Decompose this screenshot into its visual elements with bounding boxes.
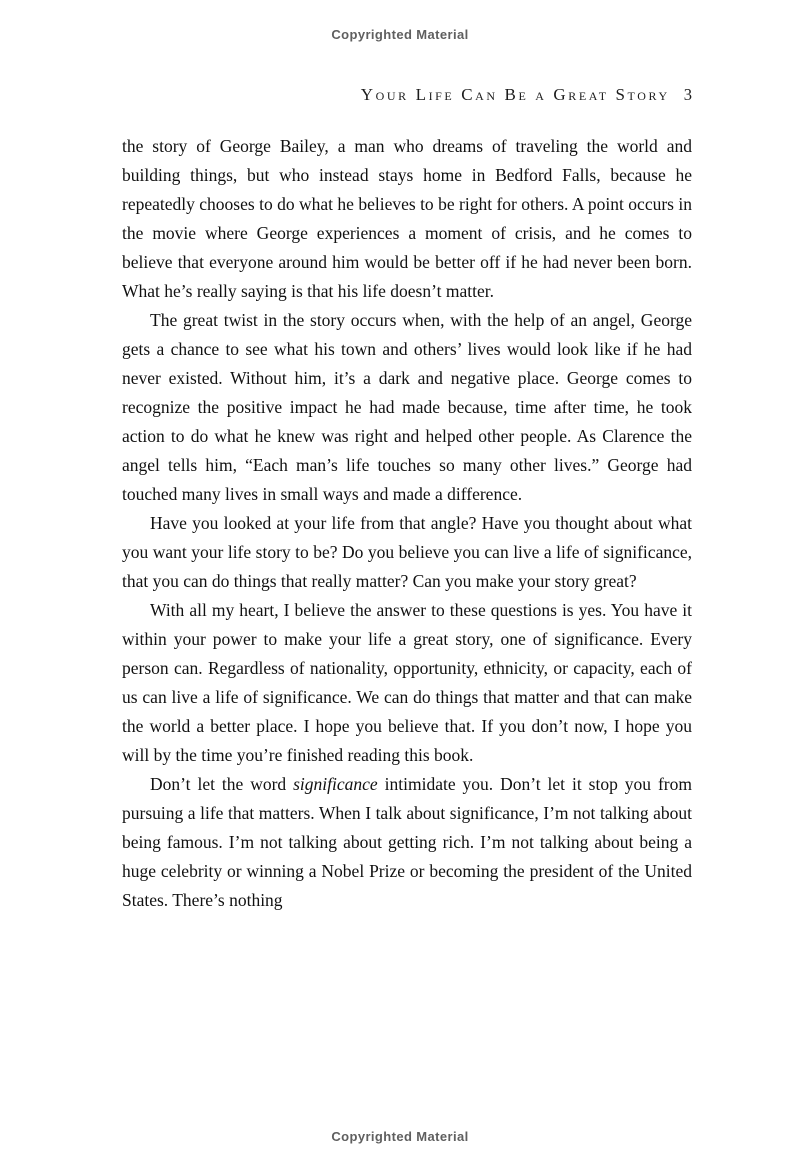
paragraph: Have you looked at your life from that angle? Have you thought about what you want your life story to be? Do you believe you can live a life of significance, that you can do things that really matter? Can you make your story great?	[122, 513, 692, 591]
paragraph-text: intimidate you. Don’t let it stop you from pursuing a life that matters. When I talk about significance, I’m not talking about being famous. I’m not talking about getting rich. I’m not talking about being a huge celebrity or winning a Nobel Prize or becoming the president of the United States. There’s nothing	[122, 774, 692, 910]
paragraph: The great twist in the story occurs when, with the help of an angel, George gets a chance to see what his town and others’ lives would look like if he had never existed. Without him, it’s a dark and negative place. George comes to recognize the positive impact he had made because, time after time, he took action to do what he knew was right and helped other people. As Clarence the angel tells him, “Each man’s life touches so many other lives.” George had touched many lives in small ways and made a difference.	[122, 310, 692, 504]
page-number: 3	[683, 85, 692, 104]
paragraph: the story of George Bailey, a man who dreams of traveling the world and building things, but who instead stays home in Bedford Falls, because he repeatedly chooses to do what he believes to be right for others. A point occurs in the movie where George experiences a moment of crisis, and he comes to believe that everyone around him would be better off if he had never been born. What he’s really saying is that his life doesn’t matter.	[122, 136, 692, 301]
copyright-notice-top: Copyrighted Material	[331, 27, 469, 42]
paragraph	[122, 770, 692, 915]
running-header	[122, 85, 692, 105]
body-text	[122, 132, 692, 915]
chapter-title: Your Life Can Be a Great Story	[360, 85, 670, 104]
paragraph-text: Don’t let the word	[150, 774, 294, 794]
copyright-notice-bottom: Copyrighted Material	[331, 1129, 469, 1144]
emphasized-word: significance	[293, 774, 378, 794]
paragraph: With all my heart, I believe the answer to these questions is yes. You have it within your power to make your life a great story, one of significance. Every person can. Regardless of nationality, opportunity, ethnicity, or capacity, each of us can live a life of significance. We can do things that matter and that can make the world a better place. I hope you believe that. If you don’t now, I hope you will by the time you’re finished reading this book.	[122, 600, 692, 765]
